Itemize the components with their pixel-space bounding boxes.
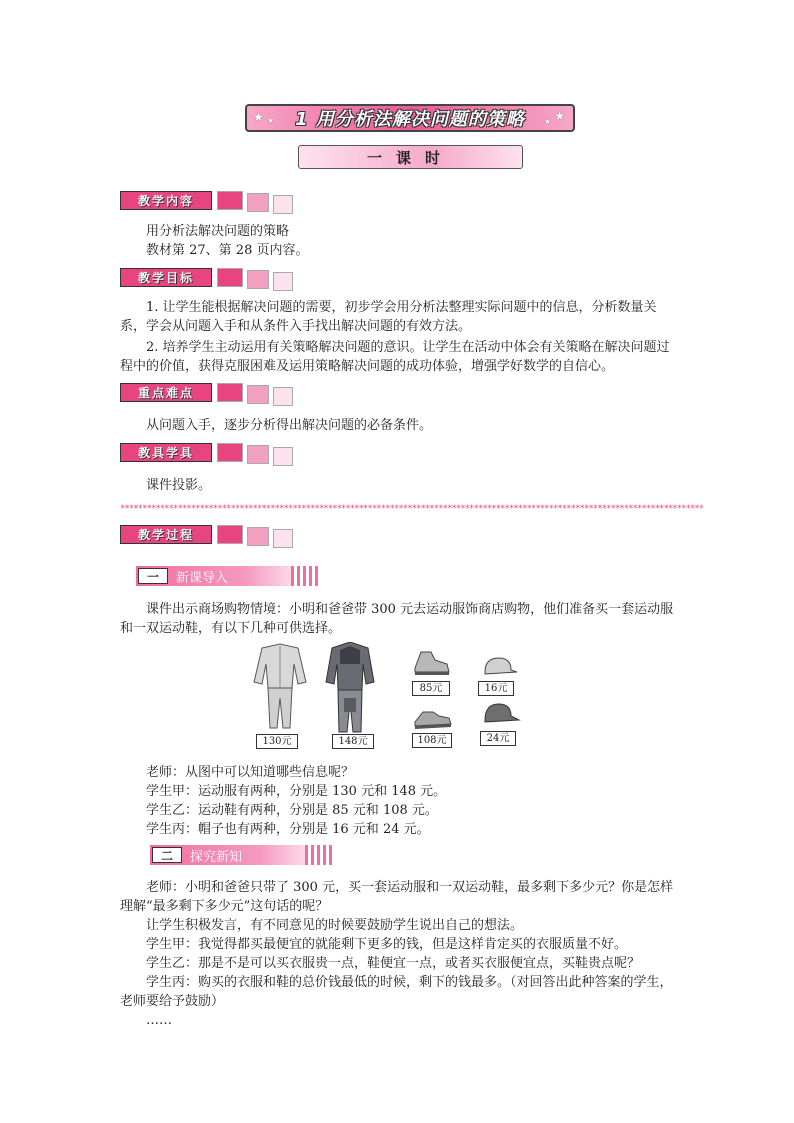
dialog-line: 学生乙：运动鞋有两种，分别是 85 元和 108 元。 [146, 803, 438, 818]
dialog-line: 老师：从图中可以知道哪些信息呢？ [146, 765, 355, 780]
title-banner [245, 104, 575, 132]
tag-square [217, 383, 243, 402]
tracksuit-2-icon [326, 642, 374, 732]
part1-dialog [146, 763, 706, 839]
sneaker-1-icon [415, 652, 449, 675]
price-cap-2: 24元 [480, 731, 516, 746]
star-icon: ★ [543, 117, 551, 126]
key-text: 从问题入手，逐步分析得出解决问题的必备条件。 [146, 418, 433, 433]
part2-banner [150, 845, 333, 865]
section-tag-goals: 教学目标 [120, 268, 212, 287]
tag-square [247, 193, 269, 212]
page-title: 1 用分析法解决问题的策略 [295, 109, 525, 130]
part1-label: 新课导入 [176, 570, 229, 586]
price-cap-1: 16元 [478, 681, 514, 696]
dialog-line: 学生丙：帽子也有两种，分别是 16 元和 24 元。 [146, 822, 430, 837]
star-divider: ************************************************************************************************************************************ [120, 504, 704, 514]
part2-paragraph-5: 学生丙：购买的衣服和鞋的总价钱最低的时候，剩下的钱最多。（对回答出此种答案的学生，老师要给予鼓励） [120, 975, 673, 1009]
tracksuit-1-icon [254, 644, 306, 728]
part2-paragraph-2: 让学生积极发言，有不同意见的时候要鼓励学生说出自己的想法。 [146, 918, 524, 933]
tools-text: 课件投影。 [146, 478, 212, 493]
lesson-banner [298, 145, 523, 169]
tag-square [273, 447, 293, 466]
sneaker-2-icon [415, 712, 451, 729]
part1-number: 一 [138, 568, 168, 584]
part2-paragraph-3: 学生甲：我觉得都买最便宜的就能剩下更多的钱，但是这样肯定买的衣服质量不好。 [146, 937, 628, 952]
goals-paragraph-2: 2. 培养学生主动运用有关策略解决问题的意识。让学生在活动中体会有关策略在解决问题过程中的价值，获得克服困难及运用策略解决问题的成功体验，增强学好数学的自信心。 [120, 340, 670, 374]
price-suit-2: 148元 [332, 734, 374, 749]
product-illustration [248, 642, 538, 752]
tag-square [273, 387, 293, 406]
tag-square [217, 443, 243, 462]
content-text: 用分析法解决问题的策略 教材第 27、第 28 页内容。 [146, 224, 309, 258]
star-icon: ★ [554, 109, 565, 123]
tag-square [247, 527, 269, 546]
section-tag-tools: 教具学具 [120, 443, 212, 462]
part2-label: 探究新知 [190, 849, 243, 865]
price-shoe-1: 85元 [412, 681, 450, 696]
part2-number: 二 [152, 847, 182, 863]
tag-square [217, 525, 243, 544]
dialog-line: 学生甲：运动服有两种，分别是 130 元和 148 元。 [146, 784, 447, 799]
part2-paragraph-1: 老师：小明和爸爸只带了 300 元，买一套运动服和一双运动鞋，最多剩下多少元？你是怎样理解“最多剩下多少元”这句话的呢？ [120, 880, 674, 914]
banner-stripes [291, 566, 319, 586]
tag-square [217, 268, 243, 287]
tag-square [247, 270, 269, 289]
ellipsis: …… [146, 1013, 172, 1028]
star-icon: ★ [267, 116, 275, 125]
section-tag-process: 教学过程 [120, 525, 212, 544]
star-icon: ★ [253, 110, 264, 124]
part2-paragraph-4: 学生乙：那是不是可以买衣服贵一点，鞋便宜一点，或者买衣服便宜点，买鞋贵点呢？ [146, 956, 641, 971]
section-tag-key: 重点难点 [120, 383, 212, 402]
tag-square [247, 445, 269, 464]
price-shoe-2: 108元 [412, 733, 452, 748]
part1-intro: 课件出示商场购物情境：小明和爸爸带 300 元去运动服饰商店购物，他们准备买一套运动服和一双运动鞋，有以下几种可供选择。 [120, 602, 674, 636]
goals-paragraph-1: 1. 让学生能根据解决问题的需要，初步学会用分析法整理实际问题中的信息，分析数量关系，学会从问题入手和从条件入手找出解决问题的有效方法。 [120, 300, 657, 334]
section-tag-content: 教学内容 [120, 191, 212, 210]
banner-stripes [305, 845, 333, 865]
tag-square [217, 191, 243, 210]
tag-square [273, 272, 293, 291]
tag-square [273, 195, 293, 214]
price-suit-1: 130元 [256, 734, 298, 749]
cap-1-icon [485, 658, 517, 674]
lesson-label: 一课时 [366, 148, 454, 167]
cap-2-icon [485, 704, 519, 722]
tag-square [273, 529, 293, 548]
part1-banner [136, 566, 319, 586]
tag-square [247, 385, 269, 404]
